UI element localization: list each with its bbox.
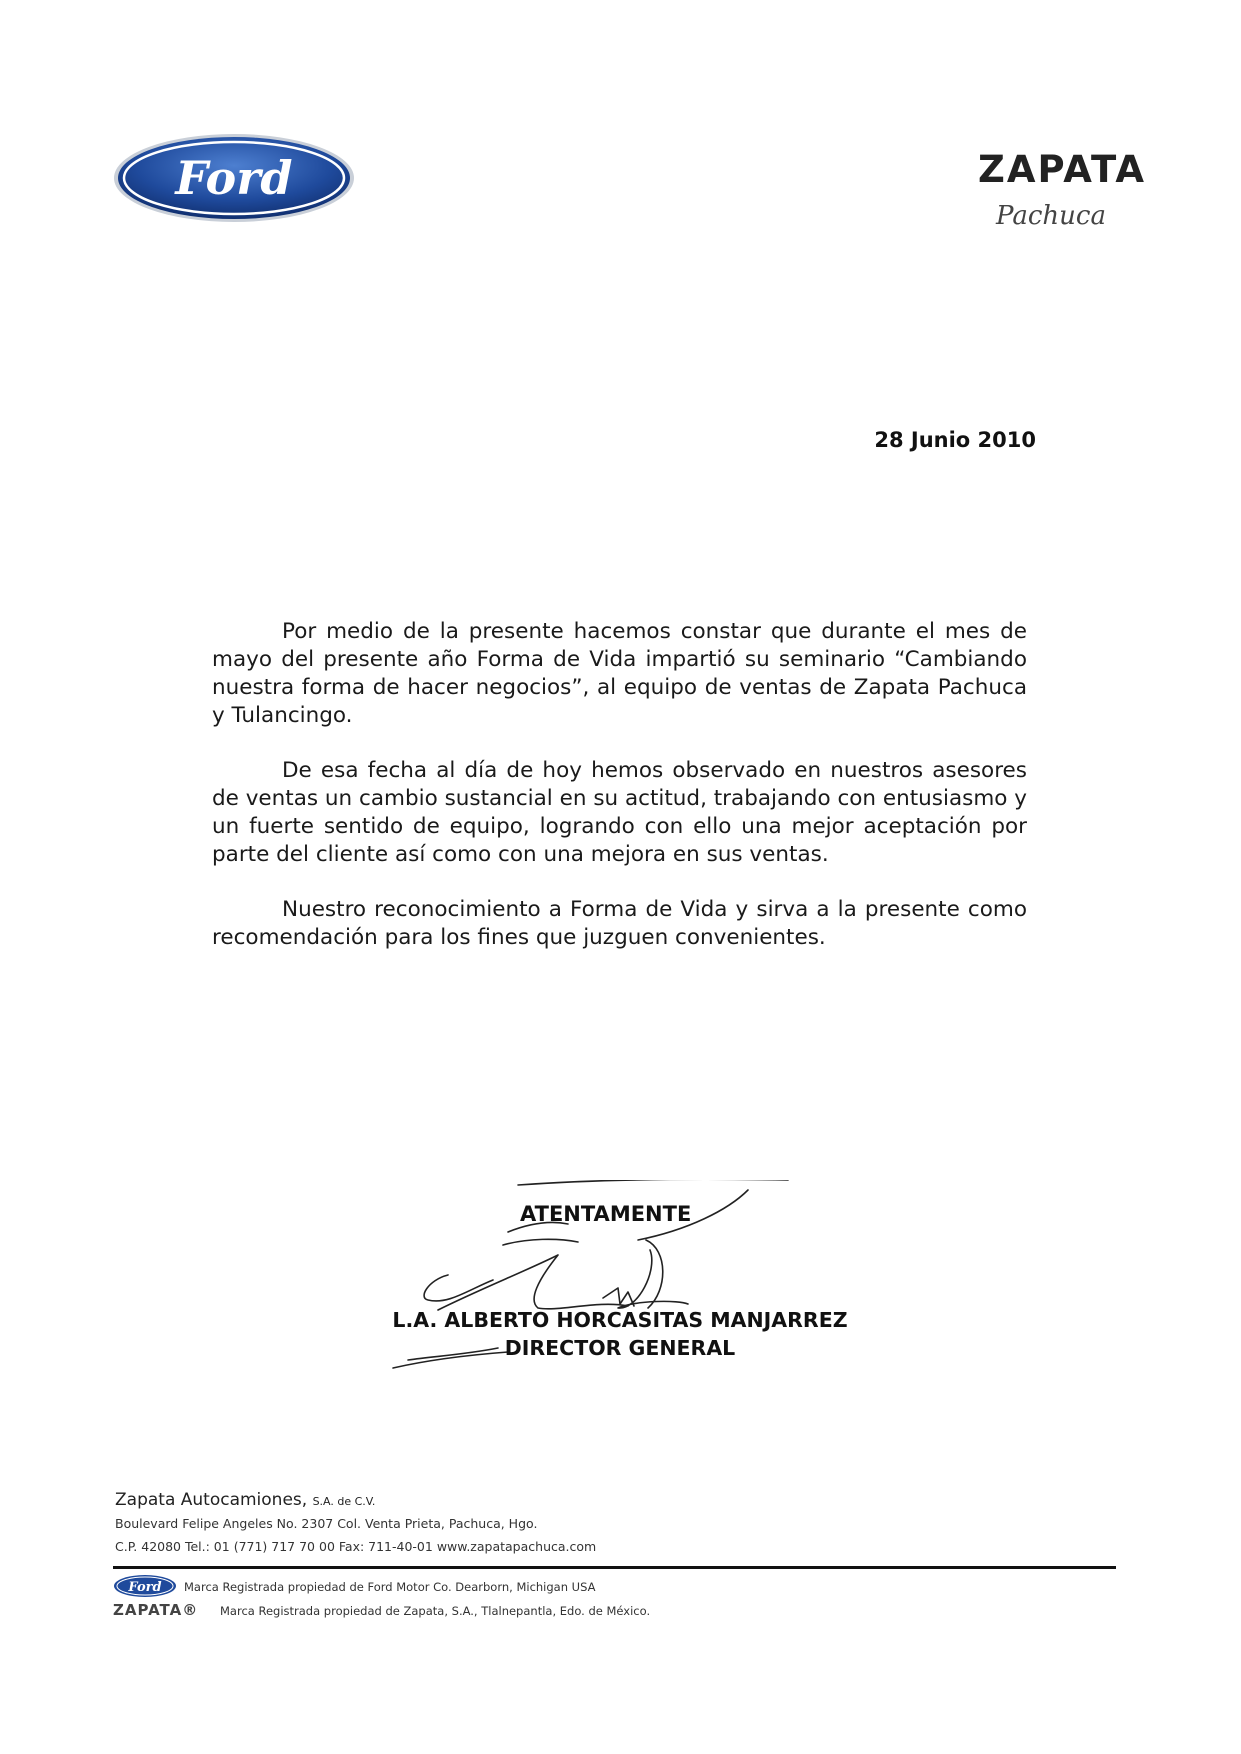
letter-closing: ATENTAMENTE — [520, 1202, 692, 1226]
footer-company — [115, 1490, 375, 1510]
signer-title: DIRECTOR GENERAL — [504, 1336, 736, 1360]
zapata-logo-text: ZAPATA — [978, 148, 1146, 191]
letter-date: 28 Junio 2010 — [874, 428, 1036, 452]
footer-address: Boulevard Felipe Angeles No. 2307 Col. Venta Prieta, Pachuca, Hgo. — [115, 1516, 538, 1531]
paragraph-1: Por medio de la presente hacemos constar que durante el mes de mayo del presente año Forma de Vida impartió su seminario “Cambiando nuestra forma de hacer negocios”, al equipo de ventas de Zapata Pachuca y Tulancingo. — [212, 619, 1027, 728]
zapata-logo — [916, 148, 1156, 238]
footer-company-suffix: S.A. de C.V. — [312, 1495, 376, 1508]
footer-ford-logo-text: Ford — [128, 1580, 162, 1595]
paragraph-2: De esa fecha al día de hoy hemos observado en nuestros asesores de ventas un cambio sustancial en su actitud, trabajando con entusiasmo y un fuerte sentido de equipo, logrando con ello una mejor aceptación por parte del cliente así como con una mejora en sus ventas. — [212, 758, 1027, 867]
footer-company-name: Zapata Autocamiones, — [115, 1490, 308, 1510]
footer-zapata-notice: Marca Registrada propiedad de Zapata, S.A., Tlalnepantla, Edo. de México. — [220, 1604, 651, 1618]
zapata-script-logo — [986, 190, 1156, 238]
footer-zapata-logo: ZAPATA® — [113, 1601, 199, 1619]
signer-name: L.A. ALBERTO HORCASITAS MANJARREZ — [392, 1308, 848, 1332]
letter-body — [212, 618, 1027, 979]
footer-ford-notice: Marca Registrada propiedad de Ford Motor Co. Dearborn, Michigan USA — [184, 1580, 596, 1594]
footer-contact: C.P. 42080 Tel.: 01 (771) 717 70 00 Fax: 711-40-01 www.zapatapachuca.com — [115, 1539, 597, 1554]
zapata-script-text: Pachuca — [996, 201, 1106, 231]
footer-ford-logo — [113, 1574, 177, 1598]
ford-logo — [112, 132, 356, 224]
footer-divider — [113, 1566, 1116, 1569]
paragraph-3: Nuestro reconocimiento a Forma de Vida y sirva a la presente como recomendación para los fines que juzguen convenientes. — [212, 897, 1027, 950]
ford-logo-text: Ford — [175, 151, 293, 205]
